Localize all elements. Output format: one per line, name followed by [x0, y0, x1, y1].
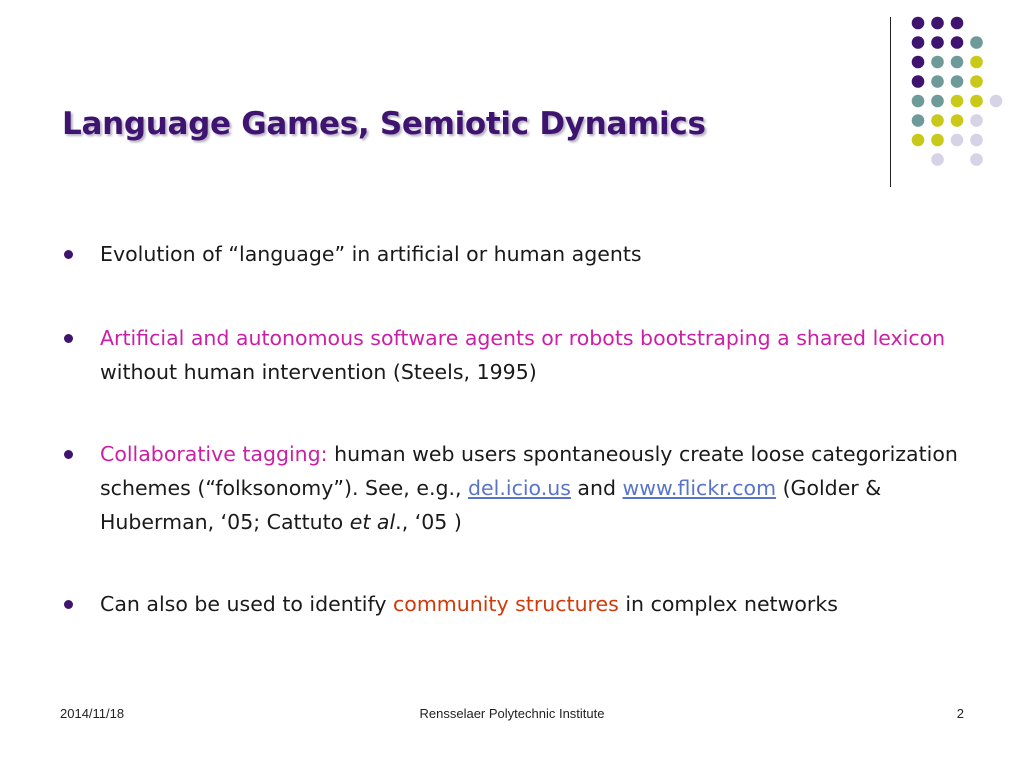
- decorative-dot: [951, 134, 964, 147]
- bullet-icon: [64, 250, 73, 259]
- decorative-dot-grid: [0, 0, 1024, 200]
- bullet-text-segment: (Golder & Huberman, ‘05; Cattuto: [100, 476, 882, 534]
- decorative-dot: [912, 17, 925, 30]
- bullet-item: [64, 237, 964, 271]
- decorative-dot: [951, 17, 964, 30]
- decorative-dot: [931, 134, 944, 147]
- bullet-item: [64, 321, 964, 389]
- bullet-text: [100, 242, 642, 266]
- footer-date: 2014/11/18: [60, 706, 125, 721]
- bullet-icon: [64, 450, 73, 459]
- bullet-text-segment: Evolution of “language” in artificial or human agents: [100, 242, 642, 266]
- bullet-text-segment: in complex networks: [618, 592, 838, 616]
- bullet-text-segment: and: [570, 476, 623, 500]
- decorative-dot: [912, 134, 925, 147]
- decorative-dot: [912, 36, 925, 49]
- decorative-dot: [931, 75, 944, 88]
- bullet-text-segment: Collaborative tagging:: [100, 442, 328, 466]
- footer-institution: Rensselaer Polytechnic Institute: [419, 706, 605, 721]
- decorative-dot: [931, 114, 944, 127]
- footer-page-number: 2: [956, 706, 964, 721]
- decorative-dot: [951, 75, 964, 88]
- decorative-dot: [970, 36, 983, 49]
- decorative-dot: [951, 56, 964, 69]
- decorative-dot: [970, 56, 983, 69]
- decorative-dot: [931, 56, 944, 69]
- bullet-text-segment: ., ‘05 ): [395, 510, 462, 534]
- bullet-text-segment: et al: [349, 510, 396, 534]
- link-del-icio-us[interactable]: del.icio.us: [468, 476, 571, 500]
- bullet-text: [100, 442, 958, 534]
- decorative-dot: [951, 95, 964, 108]
- decorative-dot: [931, 36, 944, 49]
- bullet-icon: [64, 600, 73, 609]
- decorative-dot: [970, 75, 983, 88]
- bullet-text: [100, 592, 838, 616]
- decorative-dot: [970, 95, 983, 108]
- bullet-item: [64, 437, 964, 539]
- decorative-dot: [951, 36, 964, 49]
- decorative-dot: [912, 56, 925, 69]
- decorative-dot: [912, 95, 925, 108]
- bullet-text-segment: Artificial and autonomous software agents or robots bootstraping a shared lexicon: [100, 326, 946, 350]
- bullet-text-segment: Can also be used to identify: [100, 592, 393, 616]
- bullet-text-segment: human web users spontaneously create loose categorization schemes (“folksonomy”). See, e.g.,: [100, 442, 958, 500]
- decorative-dot: [970, 134, 983, 147]
- decorative-dot: [970, 114, 983, 127]
- bullet-text: [100, 326, 945, 384]
- decorative-dot: [912, 75, 925, 88]
- decorative-dot: [931, 95, 944, 108]
- decorative-vertical-line: [890, 17, 891, 187]
- bullet-icon: [64, 334, 73, 343]
- decorative-dot: [951, 114, 964, 127]
- decorative-dot: [970, 153, 983, 166]
- bullet-text-segment: community structures: [393, 592, 619, 616]
- bullet-text-segment: without human intervention (Steels, 1995): [100, 360, 537, 384]
- decorative-dot: [990, 95, 1003, 108]
- link-www-flickr-com[interactable]: www.flickr.com: [622, 476, 777, 500]
- decorative-dot: [931, 153, 944, 166]
- bullet-list: [64, 237, 964, 621]
- bullet-item: [64, 587, 964, 621]
- slide-title: Language Games, Semiotic Dynamics: [62, 106, 706, 142]
- decorative-dot: [931, 17, 944, 30]
- decorative-dot: [912, 114, 925, 127]
